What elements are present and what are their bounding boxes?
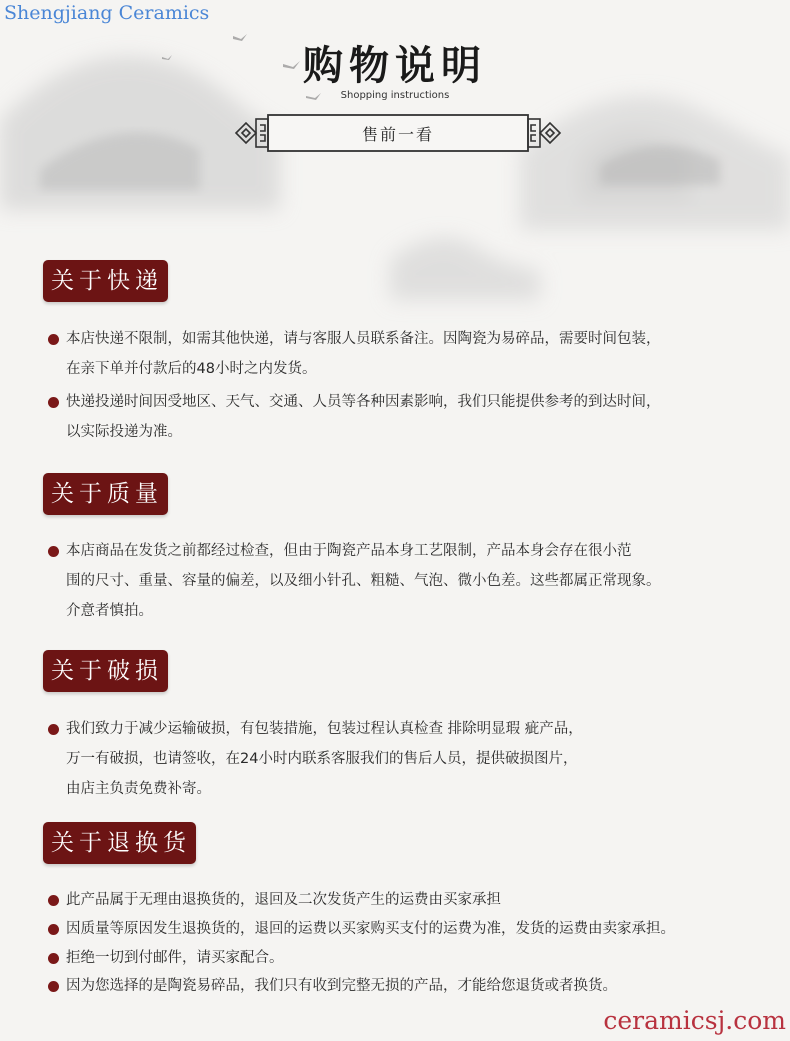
list-item: 此产品属于无理由退换货的，退回及二次发货产生的运费由买家承担 bbox=[48, 885, 783, 915]
section-tag-quality: 关于质量 bbox=[43, 473, 168, 515]
section-tag-returns: 关于退换货 bbox=[43, 822, 196, 864]
section-tag-shipping: 关于快递 bbox=[43, 260, 168, 302]
list-item: 拒绝一切到付邮件，请买家配合。 bbox=[48, 943, 783, 973]
bullet-icon bbox=[48, 397, 59, 408]
page-title: 购物说明 bbox=[303, 42, 487, 89]
list-item: 因质量等原因发生退换货的，退回的运费以买家购买支付的运费为准，发货的运费由卖家承担。 bbox=[48, 914, 783, 944]
pre-sale-banner bbox=[234, 113, 562, 153]
list-item: 因为您选择的是陶瓷易碎品，我们只有收到完整无损的产品，才能给您退货或者换货。 bbox=[48, 971, 783, 1001]
bullet-icon bbox=[48, 546, 59, 557]
bottom-watermark: ceramicsj.com bbox=[603, 1006, 786, 1035]
list-item: 快递投递时间因受地区、天气、交通、人员等各种因素影响，我们只能提供参考的到达时间， 以实际投递为准。 bbox=[48, 387, 783, 447]
page-subtitle: Shopping instructions bbox=[340, 90, 450, 101]
list-item: 我们致力于减少运输破损，有包装措施，包装过程认真检查 排除明显瑕 疵产品， 万一有破损，也请签收，在24小时内联系客服我们的售后人员，提供破损图片， 由店主负责免费补寄。 bbox=[48, 714, 783, 804]
section-tag-damage: 关于破损 bbox=[43, 650, 168, 692]
bullet-icon bbox=[48, 895, 59, 906]
list-item: 本店商品在发货之前都经过检查，但由于陶瓷产品本身工艺限制，产品本身会存在很小范 围的尺寸、重量、容量的偏差，以及细小针孔、粗糙、气泡、微小色差。这些都属正常现象。 介意者慎拍。 bbox=[48, 536, 783, 626]
bullet-icon bbox=[48, 981, 59, 992]
list-item: 本店快递不限制，如需其他快递，请与客服人员联系备注。因陶瓷为易碎品，需要时间包装， 在亲下单并付款后的48小时之内发货。 bbox=[48, 324, 783, 384]
bullet-icon bbox=[48, 924, 59, 935]
top-watermark: Shengjiang Ceramics bbox=[4, 2, 210, 24]
bullet-icon bbox=[48, 334, 59, 345]
bullet-icon bbox=[48, 724, 59, 735]
banner-label: 售前一看 bbox=[361, 125, 434, 144]
bullet-icon bbox=[48, 953, 59, 964]
